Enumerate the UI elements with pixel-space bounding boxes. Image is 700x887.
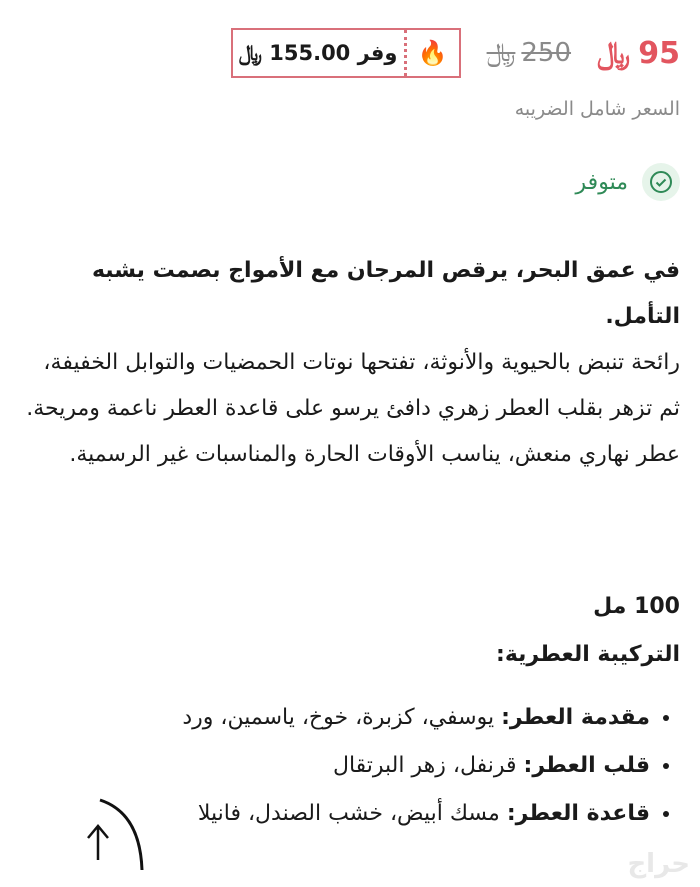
savings-badge bbox=[231, 28, 461, 78]
note-label: مقدمة العطر: bbox=[501, 705, 650, 730]
arrow-up-icon bbox=[60, 798, 150, 878]
list-item bbox=[182, 790, 650, 838]
list-item bbox=[182, 694, 650, 742]
price-row bbox=[231, 28, 680, 78]
note-label: قلب العطر: bbox=[523, 753, 650, 778]
availability-text: متوفر bbox=[575, 169, 628, 195]
availability-status bbox=[576, 163, 680, 201]
current-price bbox=[597, 36, 680, 71]
currency-icon: ﷼ bbox=[597, 35, 631, 71]
old-price-value: 250 bbox=[521, 38, 572, 68]
savings-text bbox=[233, 41, 404, 66]
product-size: 100 مل bbox=[593, 594, 680, 619]
currency-icon: ﷼ bbox=[238, 40, 262, 65]
list-item bbox=[182, 742, 650, 790]
old-price bbox=[487, 38, 571, 69]
note-value: قرنفل، زهر البرتقال bbox=[332, 753, 517, 778]
description-title: في عمق البحر، يرقص المرجان مع الأمواج بصمت يشبه التأمل. bbox=[91, 258, 680, 329]
note-value: يوسفي، كزبرة، خوخ، ياسمين، ورد bbox=[182, 705, 495, 730]
currency-icon: ﷼ bbox=[486, 37, 516, 68]
note-label: قاعدة العطر: bbox=[506, 801, 650, 826]
note-value: مسك أبيض، خشب الصندل، فانيلا bbox=[197, 801, 500, 826]
notes-list bbox=[182, 694, 680, 838]
scroll-to-top-button[interactable] bbox=[60, 798, 150, 878]
tax-note: السعر شامل الضريبه bbox=[514, 98, 680, 120]
composition-heading: التركيبة العطرية: bbox=[496, 642, 680, 667]
current-price-value: 95 bbox=[638, 35, 680, 71]
fire-icon: 🔥 bbox=[404, 30, 459, 76]
description-body: رائحة تنبض بالحيوية والأنوثة، تفتحها نوتات الحمضيات والتوابل الخفيفة، ثم تزهر بقلب العطر زهري دافئ يرسو على قاعدة العطر ناعمة ومريحة. عطر نهاري منعش، يناسب الأوقات الحارة والمناسبات غير الرسمية. bbox=[26, 350, 680, 467]
save-label: وفر bbox=[357, 40, 398, 65]
save-amount: 155.00 bbox=[269, 40, 351, 65]
product-description bbox=[20, 248, 680, 478]
check-circle-icon bbox=[642, 163, 680, 201]
haraj-watermark-logo: حراج bbox=[627, 849, 690, 879]
